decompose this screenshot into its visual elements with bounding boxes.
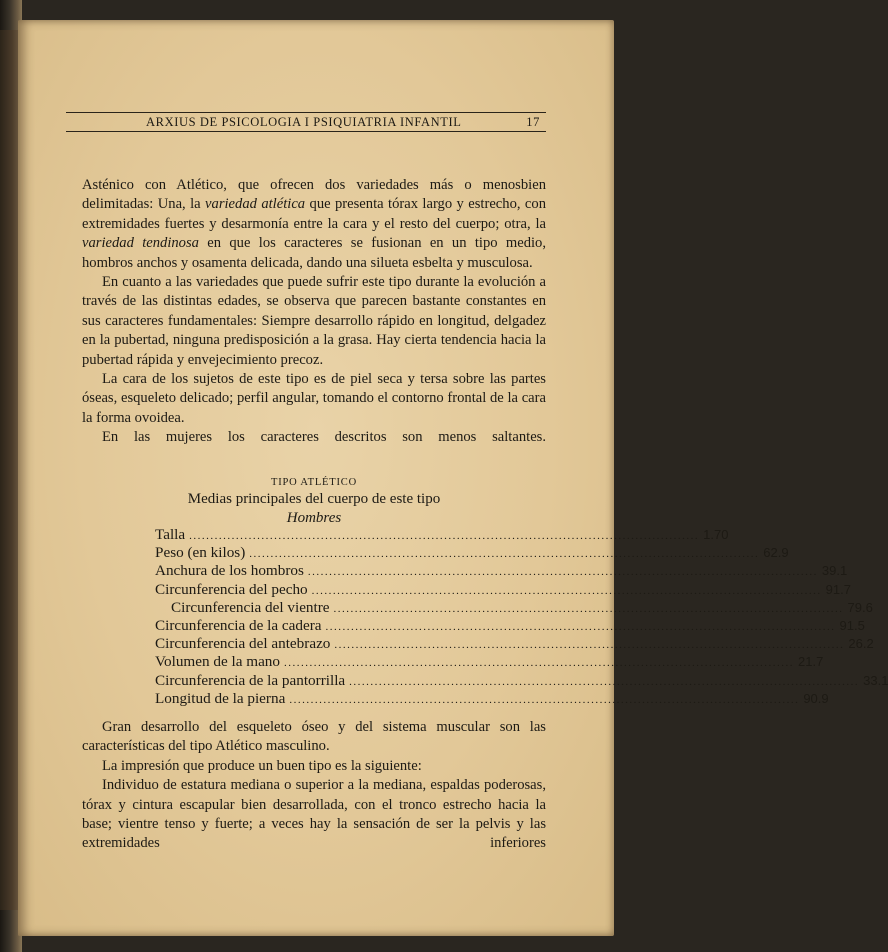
measure-value: 91.5 [839, 617, 865, 633]
leader-dots: ........................................................................................................................ [284, 657, 794, 670]
leader-dots: ........................................................................................................................ [349, 675, 860, 688]
table-heading [82, 476, 546, 528]
measure-value: 39.1 [821, 563, 848, 579]
leader-dots: ........................................................................................................................ [189, 530, 700, 542]
paragraph-6: La impresión que produce un buen tipo es la siguiente: [102, 757, 422, 774]
table-row [155, 544, 789, 562]
table-group-label: Hombres [286, 510, 342, 526]
leader-dots: ........................................................................................................................ [311, 584, 822, 597]
text-run: que presenta tórax largo y estrecho, con extremidades fuertes y desarmonía entre la cara y el resto del cuerpo; otra, la [82, 196, 546, 232]
table-row [155, 671, 888, 690]
measure-value: 79.6 [847, 599, 873, 615]
measure-label: Circunferencia del antebrazo [155, 635, 331, 653]
paragraph-1 [82, 176, 546, 273]
header-rule-bottom [66, 131, 546, 132]
header-rule-top [66, 112, 546, 113]
paragraph-3: La cara de los sujetos de este tipo es de piel seca y tersa sobre las partes óseas, esqueleto delicado; perfil angular, tomando el contorno frontal de la cara la forma ovoidea. [82, 371, 546, 426]
measure-value: 1.70 [703, 527, 729, 542]
text-run: bien delimitadas: Una, la [82, 177, 546, 213]
measure-label: Peso (en kilos) [155, 544, 246, 562]
paragraph-2: En cuanto a las variedades que puede sufrir este tipo durante la evolución a través de las distintas edades, se observa que parecen bastante constantes en sus caracteres fundamentales: Siempre desarrollo rápido en longitud, delgadez en la pubertad, ninguna predisposición a la grasa. Hay cierta tendencia hacia la pubertad rápida y envejecimiento precoz. [82, 274, 546, 368]
text-run: en que los caracteres se fusionan en un tipo medio, hombros anchos y osamenta delicada, dando una silueta esbelta y musculosa. [82, 235, 546, 271]
measure-value: 90.9 [803, 690, 829, 706]
table-row [155, 635, 874, 653]
measure-label: Circunferencia de la pantorrilla [155, 671, 346, 689]
body-text-bottom [82, 718, 546, 854]
paragraph-5: Gran desarrollo del esqueleto óseo y del sistema muscular son las características del tipo Atlético masculino. [82, 719, 546, 755]
page-number: 17 [526, 115, 540, 129]
measure-value: 62.9 [763, 545, 789, 561]
italic-term: variedad atlética [205, 196, 306, 213]
measure-label: Anchura de los hombros [155, 562, 304, 580]
paragraph-4: En las mujeres los caracteres descritos son menos saltantes. [102, 429, 546, 446]
measure-label: Longitud de la pierna [155, 689, 286, 707]
leader-dots: ........................................................................................................................ [307, 566, 818, 579]
measure-value: 33.1 [863, 672, 888, 688]
measurements-table [155, 526, 888, 708]
measure-value: 26.2 [848, 636, 874, 652]
paragraph-7: Individuo de estatura mediana o superior a la mediana, espaldas poderosas, tórax y cintura escapular bien desarrollada, con el tronco estrecho hacia la base; vientre tenso y fuerte; a veces hay la sensación de ser la pelvis y las extremidades inferiores [82, 777, 546, 852]
measure-label: Volumen de la mano [155, 653, 280, 671]
body-text-top [82, 176, 546, 448]
leader-dots: ........................................................................................................................ [325, 620, 836, 633]
measure-label: Talla [155, 526, 186, 543]
table-row [155, 580, 851, 599]
table-row [155, 598, 873, 617]
measure-label: Circunferencia del pecho [155, 580, 308, 598]
leader-dots: ........................................................................................................................ [334, 639, 845, 652]
text-run: Asténico con Atlético, que ofrecen dos variedades más o menos [82, 177, 521, 193]
running-header [66, 112, 546, 132]
journal-title: ARXIUS DE PSICOLOGIA I PSIQUIATRIA INFANTIL [146, 115, 462, 129]
header-line [66, 115, 546, 130]
measure-label: Circunferencia del vientre [171, 598, 330, 616]
measure-value: 21.7 [798, 654, 824, 670]
table-title: TIPO ATLÉTICO [271, 477, 357, 488]
italic-term: variedad tendinosa [82, 235, 199, 252]
table-row [155, 653, 824, 671]
table-subtitle: Medias principales del cuerpo de este tipo [187, 491, 441, 507]
table-row [155, 616, 865, 635]
table-row [155, 689, 829, 708]
table-row [155, 562, 848, 580]
leader-dots: ........................................................................................................................ [333, 602, 844, 615]
table-row [155, 526, 729, 544]
measure-value: 91.7 [825, 581, 851, 597]
leader-dots: ........................................................................................................................ [249, 548, 760, 561]
leader-dots: ........................................................................................................................ [289, 693, 800, 706]
measure-label: Circunferencia de la cadera [155, 616, 322, 634]
